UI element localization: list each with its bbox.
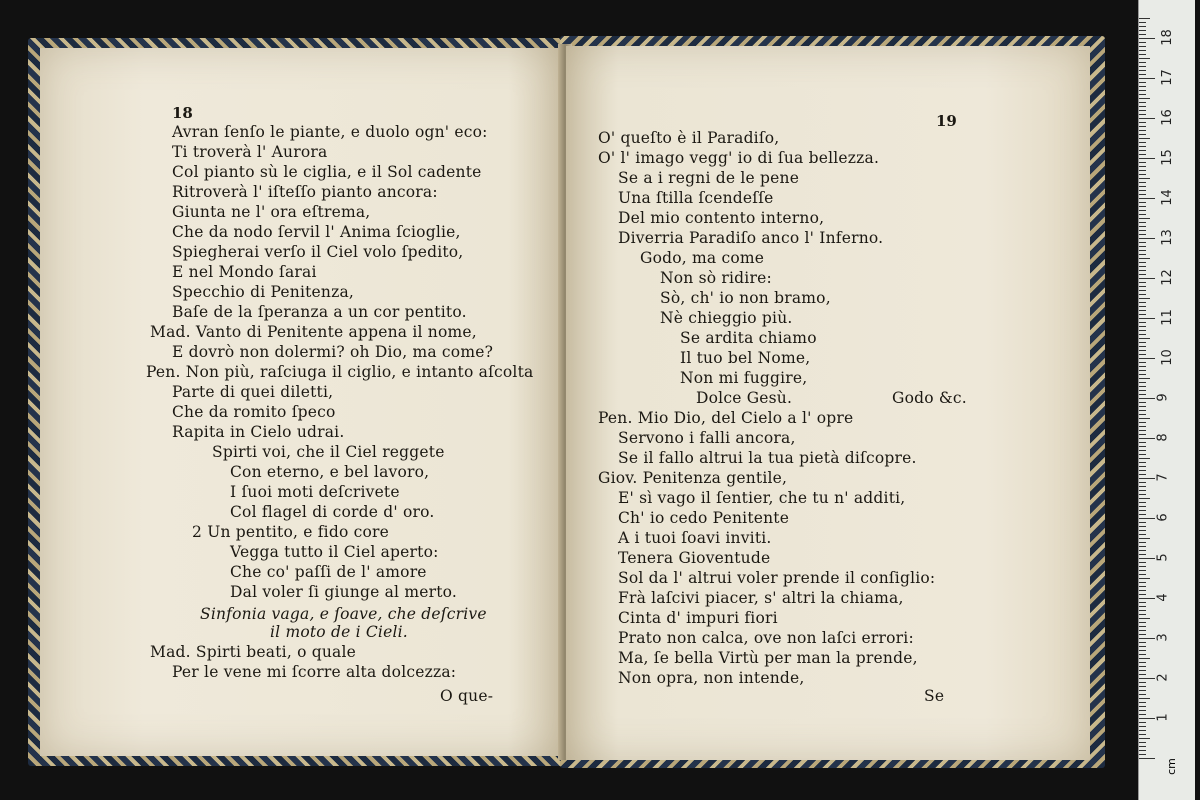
ruler-label: 12 [1159,269,1175,286]
ruler-tick [1139,226,1146,227]
left-page-text-line: Giunta ne l' ora eſtrema, [172,203,371,221]
ruler-tick [1139,350,1146,351]
right-page [566,46,1090,760]
ruler-tick [1139,30,1146,31]
ruler-tick [1139,158,1155,159]
right-page-text-line: A i tuoi ſoavi inviti. [618,529,772,547]
ruler-tick [1139,66,1146,67]
right-page-text-line: Godo, ma come [640,249,765,267]
ruler-tick [1139,602,1146,603]
ruler-tick [1139,130,1146,131]
right-page-text-line: Se [924,687,945,705]
ruler-tick [1139,642,1146,643]
ruler-tick [1139,326,1146,327]
ruler-tick [1139,758,1155,759]
ruler-tick [1139,730,1146,731]
ruler-tick [1139,698,1150,699]
ruler-tick [1139,534,1146,535]
ruler-label: 7 [1155,473,1171,482]
ruler-tick [1139,174,1146,175]
ruler-tick [1139,138,1150,139]
ruler-tick [1139,250,1146,251]
ruler-tick [1139,310,1146,311]
ruler-tick [1139,674,1146,675]
ruler-tick [1139,538,1150,539]
right-page-number: 19 [936,112,957,130]
ruler-tick [1139,506,1146,507]
ruler-tick [1139,658,1150,659]
ruler-tick [1139,722,1146,723]
ruler-tick [1139,494,1146,495]
left-page-text-line: Mad. Vanto di Penitente appena il nome, [150,323,477,341]
ruler-tick [1139,706,1146,707]
ruler-tick [1139,430,1146,431]
ruler-tick [1139,78,1155,79]
ruler-tick [1139,406,1146,407]
ruler-tick [1139,490,1146,491]
ruler-tick [1139,218,1150,219]
ruler-tick [1139,470,1146,471]
ruler-tick [1139,626,1146,627]
ruler-tick [1139,282,1146,283]
ruler-tick [1139,738,1150,739]
right-page-text-line: Ch' io cedo Penitente [618,509,790,527]
ruler-label: 18 [1159,29,1175,46]
ruler-tick [1139,718,1155,719]
ruler-tick [1139,194,1146,195]
ruler-tick [1139,678,1155,679]
ruler-tick [1139,662,1146,663]
right-page-text-line: Non mi fuggire, [680,369,808,387]
ruler-tick [1139,394,1146,395]
ruler-label: 11 [1159,309,1175,326]
left-page-text-line: il moto de i Cieli. [270,623,408,641]
ruler-tick [1139,166,1146,167]
ruler-tick [1139,362,1146,363]
ruler-tick [1139,630,1146,631]
ruler-tick [1139,558,1155,559]
ruler-tick [1139,522,1146,523]
ruler-tick [1139,546,1146,547]
ruler-tick [1139,274,1146,275]
ruler-tick [1139,390,1146,391]
ruler-tick [1139,106,1146,107]
right-page-text-line: Nè chieggio più. [660,309,793,327]
ruler-tick [1139,510,1146,511]
ruler-tick [1139,114,1146,115]
ruler-tick [1139,710,1146,711]
left-page-text-line: Pen. Non più, raſciuga il ciglio, e intanto aſcolta [146,363,534,381]
left-page-text-line: Che da nodo ſervil l' Anima ſcioglie, [172,223,461,241]
left-page-text-line: Avran ſenſo le piante, e duolo ogn' eco: [172,123,488,141]
left-page-text-line: Baſe de la ſperanza a un cor pentito. [172,303,467,321]
right-page-text-line: Pen. Mio Dio, del Cielo a l' opre [598,409,854,427]
ruler-tick [1139,398,1155,399]
ruler-tick [1139,462,1146,463]
ruler-tick [1139,206,1146,207]
ruler-tick [1139,82,1146,83]
ruler-tick [1139,446,1146,447]
ruler-tick [1139,98,1150,99]
ruler-tick [1139,566,1146,567]
ruler-tick [1139,370,1146,371]
ruler-tick [1139,714,1146,715]
right-page-text-line: Tenera Gioventude [618,549,771,567]
ruler-tick [1139,746,1146,747]
ruler-label: 13 [1159,229,1175,246]
ruler-tick [1139,582,1146,583]
ruler-tick [1139,574,1146,575]
ruler-tick [1139,666,1146,667]
ruler-tick [1139,314,1146,315]
ruler-tick [1139,198,1155,199]
left-page-text-line: Spirti voi, che il Ciel reggete [212,443,445,461]
ruler-tick [1139,586,1146,587]
ruler-tick [1139,102,1146,103]
ruler-tick [1139,262,1146,263]
ruler-tick [1139,634,1146,635]
ruler-label: 15 [1159,149,1175,166]
left-page-text-line: Specchio di Penitenza, [172,283,355,301]
ruler-tick [1139,210,1146,211]
ruler-tick [1139,690,1146,691]
ruler-tick [1139,482,1146,483]
ruler-tick [1139,302,1146,303]
left-page-text-line: Dal voler ſi giunge al merto. [230,583,458,601]
ruler-tick [1139,70,1146,71]
ruler-tick [1139,18,1150,19]
ruler-tick [1139,318,1155,319]
ruler-label: 8 [1155,433,1171,442]
ruler-tick [1139,606,1146,607]
ruler-tick [1139,442,1146,443]
left-page-text-line: Spiegherai verſo il Ciel volo ſpedito, [172,243,464,261]
right-page-text-line: Prato non calca, ove non laſci errori: [618,629,914,647]
ruler-tick [1139,86,1146,87]
ruler-tick [1139,54,1146,55]
ruler-label: 4 [1155,593,1171,602]
ruler-tick [1139,410,1146,411]
ruler-label: 2 [1155,673,1171,682]
ruler-tick [1139,594,1146,595]
ruler-tick [1139,646,1146,647]
ruler-tick [1139,438,1155,439]
ruler-tick [1139,478,1155,479]
ruler-tick [1139,34,1146,35]
ruler-tick [1139,638,1155,639]
ruler-tick [1139,342,1146,343]
ruler-tick [1139,498,1150,499]
left-page-text-line: E dovrò non dolermi? oh Dio, ma come? [172,343,494,361]
ruler-tick [1139,554,1146,555]
left-page-text-line: I ſuoi moti deſcrivete [230,483,400,501]
ruler-tick [1139,742,1146,743]
right-page-text-line: O' l' imago vegg' io di ſua bellezza. [598,149,880,167]
right-page-text-line: Sol da l' altrui voler prende il conſiglio: [618,569,936,587]
ruler-tick [1139,322,1146,323]
ruler-tick [1139,466,1146,467]
ruler-tick [1139,426,1146,427]
ruler-tick [1139,618,1150,619]
ruler-tick [1139,434,1146,435]
ruler-tick [1139,330,1146,331]
ruler-tick [1139,150,1146,151]
ruler-tick [1139,46,1146,47]
left-page-text-line: Col flagel di corde d' oro. [230,503,435,521]
right-page-text-line: Una ſtilla ſcendeſſe [618,189,774,207]
right-page-text-line: Diverria Paradiſo anco l' Inferno. [618,229,884,247]
left-page-text-line: Che co' paſſi de l' amore [230,563,427,581]
ruler-tick [1139,418,1150,419]
ruler-tick [1139,182,1146,183]
ruler-tick [1139,402,1146,403]
ruler-tick [1139,258,1150,259]
ruler-tick [1139,306,1146,307]
ruler-tick [1139,122,1146,123]
ruler-tick [1139,570,1146,571]
left-page-text-line: Che da romito ſpeco [172,403,336,421]
ruler-label: 1 [1155,713,1171,722]
ruler-tick [1139,298,1150,299]
ruler-tick [1139,702,1146,703]
ruler-tick [1139,202,1146,203]
ruler-tick [1139,222,1146,223]
ruler-tick [1139,378,1150,379]
ruler-tick [1139,338,1150,339]
ruler-tick [1139,726,1146,727]
ruler-tick [1139,190,1146,191]
left-page-text-line: Mad. Spirti beati, o quale [150,643,357,661]
ruler-tick [1139,358,1155,359]
right-page-text-line: Ma, ſe bella Virtù per man la prende, [618,649,918,667]
ruler-tick [1139,450,1146,451]
right-page-text-line: Se ardita chiamo [680,329,817,347]
left-page-text-line: Ti troverà l' Aurora [172,143,328,161]
ruler-tick [1139,246,1146,247]
left-page-text-line: Col pianto sù le ciglia, e il Sol cadente [172,163,482,181]
ruler-tick [1139,694,1146,695]
ruler-tick [1139,170,1146,171]
ruler-tick [1139,214,1146,215]
ruler-tick [1139,354,1146,355]
ruler-tick [1139,754,1146,755]
ruler-tick [1139,26,1146,27]
ruler-tick [1139,42,1146,43]
ruler-tick [1139,502,1146,503]
ruler-label: 6 [1155,513,1171,522]
ruler-tick [1139,242,1146,243]
right-page-text-line: Se a i regni de le pene [618,169,800,187]
left-page-text-line: Vegga tutto il Ciel aperto: [230,543,439,561]
ruler-tick [1139,422,1146,423]
right-page-text-line: Dolce Gesù. [696,389,793,407]
ruler-tick [1139,74,1146,75]
right-page-text-line: O' queſto è il Paradiſo, [598,129,780,147]
ruler-tick [1139,178,1150,179]
ruler-label: 14 [1159,189,1175,206]
right-page-text-line: E' sì vago il ſentier, che tu n' additi, [618,489,906,507]
ruler-tick [1139,146,1146,147]
ruler-tick [1139,610,1146,611]
left-page-text-line: Parte di quei diletti, [172,383,334,401]
ruler-tick [1139,230,1146,231]
ruler-tick [1139,254,1146,255]
ruler-unit: cm [1164,758,1178,775]
ruler-tick [1139,50,1146,51]
ruler-tick [1139,414,1146,415]
right-page-text-line: Frà laſcivi piacer, s' altri la chiama, [618,589,904,607]
ruler-tick [1139,286,1146,287]
left-page-text-line: Con eterno, e bel lavoro, [230,463,430,481]
ruler-tick [1139,90,1146,91]
ruler-tick [1139,650,1146,651]
ruler-label: 16 [1159,109,1175,126]
ruler-tick [1139,134,1146,135]
right-page-text-line: Non opra, non intende, [618,669,805,687]
right-page-text-line: Cinta d' impuri fiori [618,609,778,627]
ruler-tick [1139,734,1146,735]
ruler-tick [1139,454,1146,455]
ruler-tick [1139,334,1146,335]
left-page-text-line: Rapita in Cielo udrai. [172,423,345,441]
ruler-tick [1139,526,1146,527]
ruler-tick [1139,110,1146,111]
right-page-text-line: Giov. Penitenza gentile, [598,469,788,487]
right-page-text-line: Godo &c. [892,389,967,407]
ruler-tick [1139,294,1146,295]
left-page-text-line: O que- [440,687,494,705]
ruler-tick [1139,382,1146,383]
right-page-text-line: Se il fallo altrui la tua pietà diſcopre. [618,449,917,467]
ruler-tick [1139,486,1146,487]
ruler-tick [1139,162,1146,163]
ruler-tick [1139,750,1146,751]
ruler-tick [1139,622,1146,623]
ruler-label: 10 [1159,349,1175,366]
ruler-tick [1139,290,1146,291]
ruler-tick [1139,458,1150,459]
ruler-tick [1139,562,1146,563]
right-page-text-line: Del mio contento interno, [618,209,825,227]
ruler-tick [1139,118,1155,119]
ruler-tick [1139,366,1146,367]
ruler-label: 5 [1155,553,1171,562]
ruler-tick [1139,682,1146,683]
left-page [40,48,560,756]
ruler-tick [1139,346,1146,347]
ruler-tick [1139,374,1146,375]
measurement-ruler [1138,0,1195,800]
left-page-text-line: Sinfonia vaga, e ſoave, che deſcrive [200,605,487,623]
right-page-text-line: Non sò ridire: [660,269,772,287]
ruler-tick [1139,62,1146,63]
ruler-tick [1139,266,1146,267]
ruler-tick [1139,530,1146,531]
ruler-tick [1139,38,1155,39]
ruler-tick [1139,278,1155,279]
left-page-text-line: Ritroverà l' iſteſſo pianto ancora: [172,183,438,201]
ruler-tick [1139,578,1150,579]
right-page-text-line: Il tuo bel Nome, [680,349,811,367]
ruler-tick [1139,126,1146,127]
ruler-tick [1139,234,1146,235]
ruler-tick [1139,186,1146,187]
ruler-tick [1139,474,1146,475]
ruler-tick [1139,154,1146,155]
ruler-tick [1139,142,1146,143]
left-page-text-line: E nel Mondo ſarai [172,263,317,281]
ruler-label: 9 [1155,393,1171,402]
ruler-tick [1139,270,1146,271]
ruler-tick [1139,514,1146,515]
ruler-label: 3 [1155,633,1171,642]
ruler-tick [1139,550,1146,551]
ruler-tick [1139,590,1146,591]
ruler-tick [1139,386,1146,387]
ruler-tick [1139,94,1146,95]
ruler-tick [1139,614,1146,615]
left-page-text-line: Per le vene mi ſcorre alta dolcezza: [172,663,457,681]
ruler-tick [1139,22,1146,23]
ruler-tick [1139,654,1146,655]
left-page-text-line: 2 Un pentito, e fido core [192,523,390,541]
ruler-tick [1139,58,1150,59]
right-page-text-line: Servono i falli ancora, [618,429,796,447]
ruler-tick [1139,598,1155,599]
ruler-tick [1139,518,1155,519]
left-page-number: 18 [172,104,193,122]
ruler-tick [1139,542,1146,543]
right-page-text-line: Sò, ch' io non bramo, [660,289,831,307]
ruler-tick [1139,686,1146,687]
ruler-tick [1139,670,1146,671]
ruler-label: 17 [1159,69,1175,86]
ruler-tick [1139,238,1155,239]
